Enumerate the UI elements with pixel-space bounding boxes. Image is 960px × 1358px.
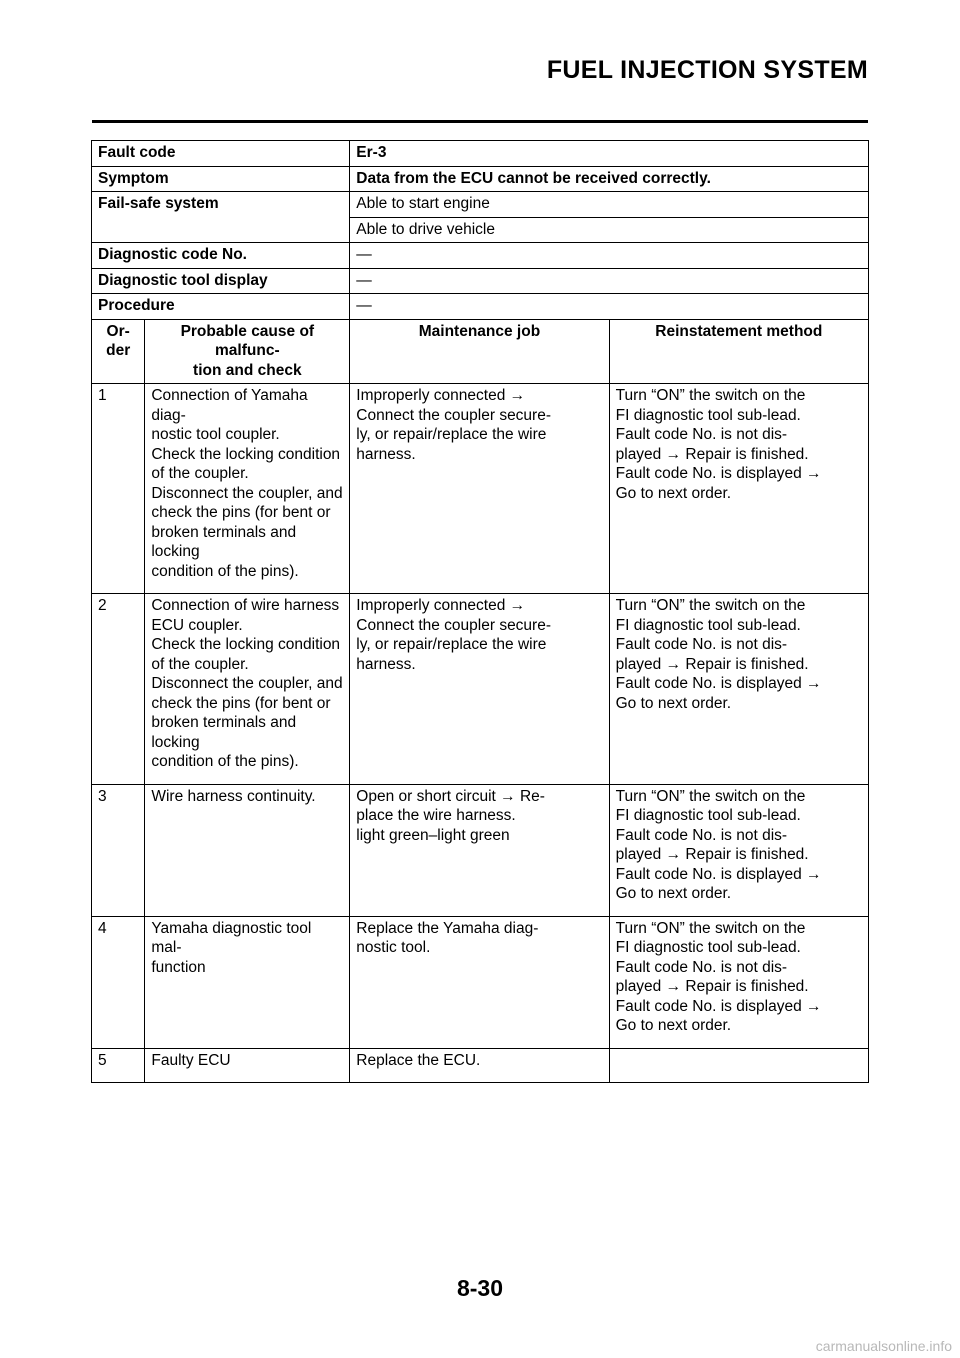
order-cell: 1 xyxy=(92,384,145,594)
method-line: Fault code No. is not dis- xyxy=(615,826,788,844)
cause-cell xyxy=(145,1048,350,1083)
diagnostic-code-row xyxy=(92,243,869,269)
cause-line: function xyxy=(151,958,206,976)
procedure-row-4 xyxy=(92,916,869,1048)
fault-code-row xyxy=(92,141,869,167)
diagnostic-tool-display-value: — xyxy=(350,268,869,294)
procedure-label: Procedure xyxy=(92,294,350,320)
job-cell xyxy=(350,916,609,1048)
cause-line: Yamaha diagnostic tool mal- xyxy=(151,919,312,956)
job-line: Connect the coupler secure- xyxy=(356,616,551,634)
procedure-row-1 xyxy=(92,384,869,594)
job-line: Open or short circuit → Re- xyxy=(356,787,545,805)
cause-line: broken terminals and locking xyxy=(151,714,297,751)
cause-line: Disconnect the coupler, and xyxy=(151,484,343,502)
cause-line: ECU coupler. xyxy=(151,616,243,634)
cause-line: of the coupler. xyxy=(151,655,249,673)
cause-line: of the coupler. xyxy=(151,465,249,482)
method-line: Go to next order. xyxy=(615,484,732,502)
cause-line: check the pins (for bent or xyxy=(151,504,331,521)
cause-line: Connection of Yamaha diag- xyxy=(151,387,308,424)
method-line: Fault code No. is displayed → xyxy=(615,465,822,482)
cause-cell xyxy=(145,784,350,916)
job-line: ly, or repair/replace the wire xyxy=(356,426,547,443)
cause-line: broken terminals and locking xyxy=(151,523,297,560)
order-cell: 4 xyxy=(92,916,145,1048)
fault-code-label: Fault code xyxy=(92,141,350,167)
order-cell: 5 xyxy=(92,1048,145,1083)
symptom-value: Data from the ECU cannot be received correctly. xyxy=(350,166,869,192)
job-column-header: Maintenance job xyxy=(350,319,609,384)
job-cell xyxy=(350,594,609,785)
cause-line: Wire harness continuity. xyxy=(151,787,316,805)
diagnostic-code-value: — xyxy=(350,243,869,269)
job-line: light green–light green xyxy=(356,826,510,844)
cause-cell xyxy=(145,916,350,1048)
method-cell xyxy=(609,384,868,594)
cause-line: Check the locking condition xyxy=(151,445,341,463)
diagnostic-tool-display-label: Diagnostic tool display xyxy=(92,268,350,294)
method-line: Fault code No. is displayed → xyxy=(615,675,822,692)
cause-cell xyxy=(145,384,350,594)
cause-line: check the pins (for bent or xyxy=(151,694,331,712)
cause-line: condition of the pins). xyxy=(151,753,299,770)
method-line: Turn “ON” the switch on the xyxy=(615,787,806,805)
order-column-header xyxy=(92,319,145,384)
header-rule xyxy=(92,120,868,123)
fault-code-table xyxy=(91,140,869,1083)
procedure-row xyxy=(92,294,869,320)
cause-line: Faulty ECU xyxy=(151,1051,231,1069)
method-line: Turn “ON” the switch on the xyxy=(615,387,806,404)
method-column-header: Reinstatement method xyxy=(609,319,868,384)
procedure-row-2 xyxy=(92,594,869,785)
method-line: FI diagnostic tool sub-lead. xyxy=(615,616,801,634)
cause-line: condition of the pins). xyxy=(151,562,299,580)
order-header-line-2: der xyxy=(106,342,131,359)
method-cell xyxy=(609,916,868,1048)
symptom-label: Symptom xyxy=(92,166,350,192)
cause-line: Check the locking condition xyxy=(151,636,341,653)
fault-code-value: Er-3 xyxy=(350,141,869,167)
method-line: Go to next order. xyxy=(615,694,732,712)
job-line: Connect the coupler secure- xyxy=(356,406,551,424)
method-cell xyxy=(609,1048,868,1083)
fail-safe-row xyxy=(92,192,869,218)
procedure-value: — xyxy=(350,294,869,320)
method-cell xyxy=(609,784,868,916)
method-line: Go to next order. xyxy=(615,1017,732,1034)
page-number: 8-30 xyxy=(456,1275,504,1301)
method-line: Turn “ON” the switch on the xyxy=(615,597,806,614)
procedure-rows xyxy=(92,384,869,1083)
job-cell xyxy=(350,784,609,916)
cause-line: Disconnect the coupler, and xyxy=(151,675,343,692)
method-line: Fault code No. is displayed → xyxy=(615,865,822,883)
symptom-row xyxy=(92,166,869,192)
method-line: FI diagnostic tool sub-lead. xyxy=(615,939,801,956)
method-line: Fault code No. is not dis- xyxy=(615,426,788,443)
job-line: ly, or repair/replace the wire xyxy=(356,636,547,653)
diagnostic-tool-display-row xyxy=(92,268,869,294)
method-line: played → Repair is finished. xyxy=(615,846,809,863)
method-line: Turn “ON” the switch on the xyxy=(615,919,806,937)
fail-safe-label: Fail-safe system xyxy=(92,192,350,243)
cause-header-line-1: Probable cause of malfunc- xyxy=(180,322,315,359)
method-line: FI diagnostic tool sub-lead. xyxy=(615,406,801,424)
cause-cell xyxy=(145,594,350,785)
job-line: Improperly connected → xyxy=(356,387,526,404)
job-cell xyxy=(350,1048,609,1083)
order-header-line-1: Or- xyxy=(106,322,130,340)
column-header-row xyxy=(92,319,869,384)
order-cell: 3 xyxy=(92,784,145,916)
watermark: carmanualsonline.info xyxy=(815,1338,952,1354)
method-line: played → Repair is finished. xyxy=(615,978,809,995)
cause-line: nostic tool coupler. xyxy=(151,426,280,443)
method-line: Fault code No. is not dis- xyxy=(615,636,788,653)
diagnostic-code-label: Diagnostic code No. xyxy=(92,243,350,269)
order-cell: 2 xyxy=(92,594,145,785)
method-line: played → Repair is finished. xyxy=(615,655,809,673)
method-line: Go to next order. xyxy=(615,885,732,902)
method-line: Fault code No. is not dis- xyxy=(615,958,788,976)
procedure-row-5 xyxy=(92,1048,869,1083)
method-line: Fault code No. is displayed → xyxy=(615,997,822,1015)
method-line: played → Repair is finished. xyxy=(615,445,809,463)
job-line: nostic tool. xyxy=(356,939,431,956)
job-line: Replace the ECU. xyxy=(356,1051,481,1069)
method-cell xyxy=(609,594,868,785)
fail-safe-value-start: Able to start engine xyxy=(350,192,869,218)
job-line: Improperly connected → xyxy=(356,597,526,614)
job-line: harness. xyxy=(356,655,416,673)
cause-line: Connection of wire harness xyxy=(151,597,340,614)
procedure-row-3 xyxy=(92,784,869,916)
page-title: FUEL INJECTION SYSTEM xyxy=(546,56,868,84)
cause-column-header xyxy=(145,319,350,384)
job-line: harness. xyxy=(356,445,416,463)
job-cell xyxy=(350,384,609,594)
method-line: FI diagnostic tool sub-lead. xyxy=(615,807,801,824)
cause-header-line-2: tion and check xyxy=(193,361,302,379)
job-line: place the wire harness. xyxy=(356,807,516,824)
job-line: Replace the Yamaha diag- xyxy=(356,919,539,937)
fail-safe-value-drive: Able to drive vehicle xyxy=(350,217,869,243)
